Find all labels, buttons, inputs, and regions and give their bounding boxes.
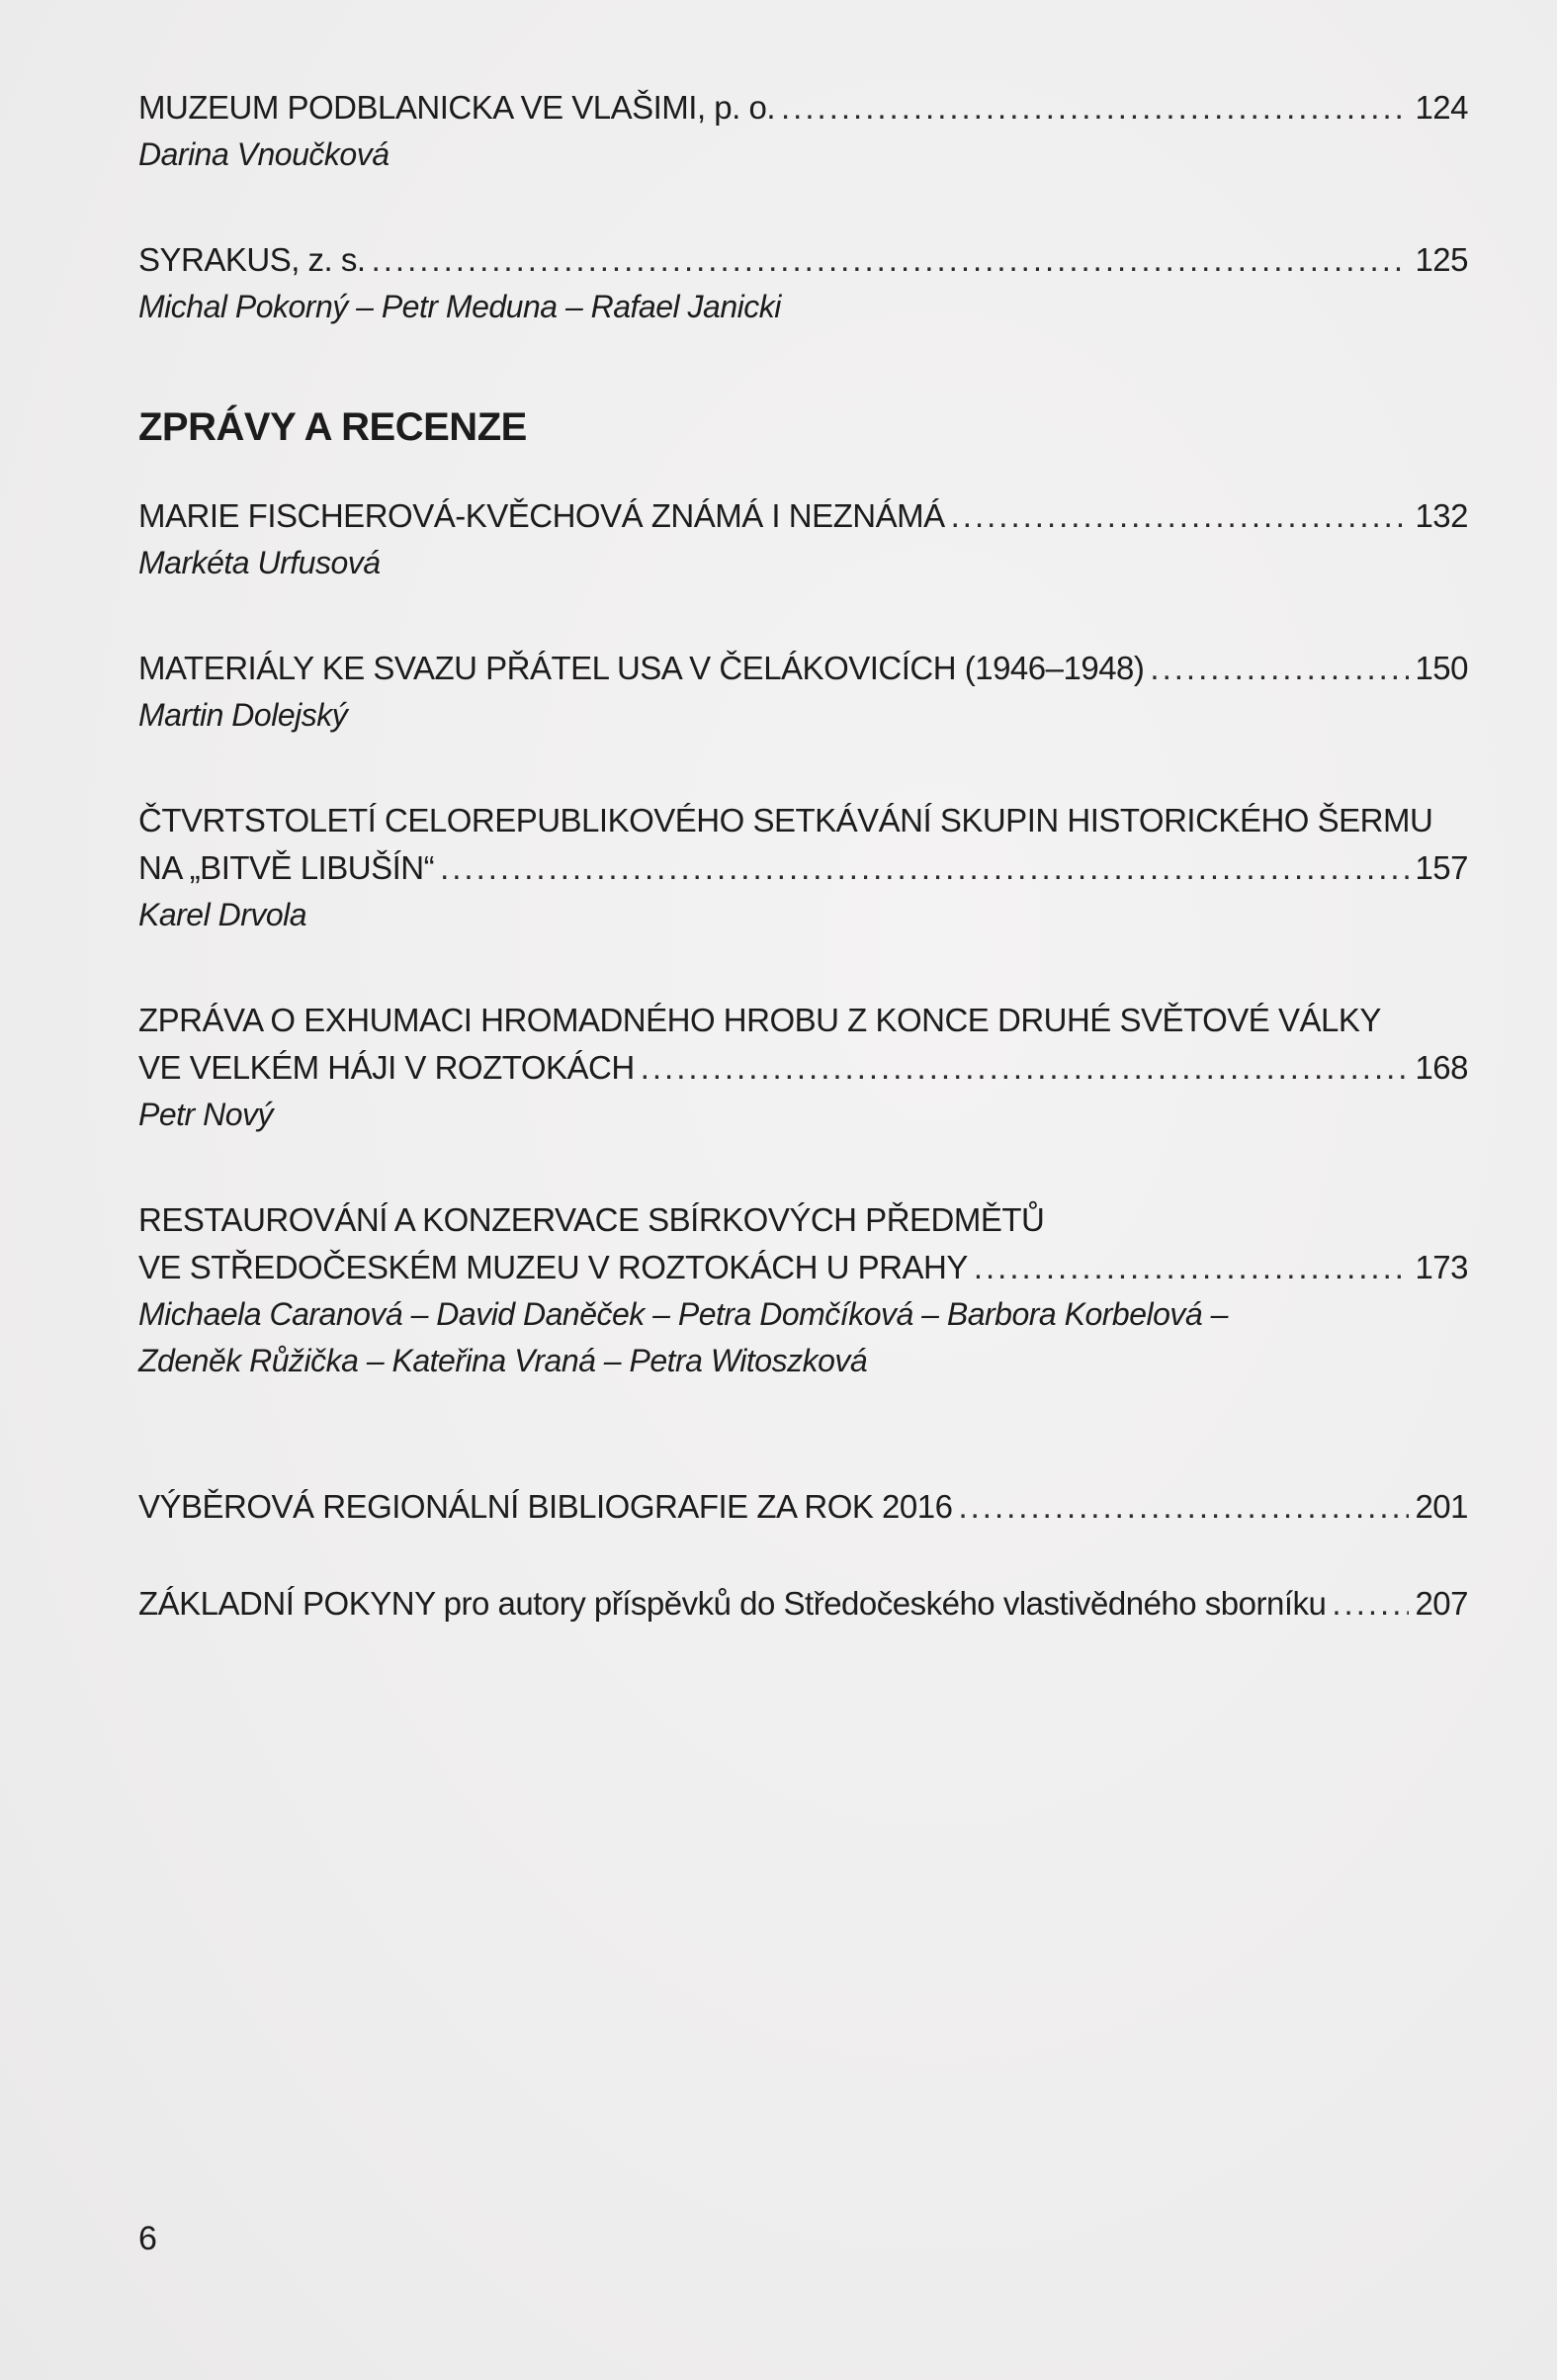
toc-entry-title-line: [138, 84, 1468, 132]
toc-entry: [138, 1196, 1468, 1384]
toc-entry: [138, 84, 1468, 178]
toc-entry: [138, 797, 1468, 938]
toc-entry-page: 150: [1415, 650, 1468, 686]
toc-entry-title-first-line: RESTAUROVÁNÍ A KONZERVACE SBÍRKOVÝCH PŘEDMĚTŮ: [138, 1201, 1045, 1238]
toc-entry-title-line: [138, 1244, 1468, 1291]
toc-entry: [138, 236, 1468, 330]
toc-entry-authors: Zdeněk Růžička – Kateřina Vraná – Petra Witoszková: [138, 1343, 868, 1378]
toc-entry-title: NA „BITVĚ LIBUŠÍN“: [138, 849, 435, 886]
dot-leader: [781, 84, 1409, 132]
toc-entry-title-line: [138, 844, 1468, 892]
toc-entry-page: 207: [1415, 1585, 1468, 1622]
toc-entry: [138, 1580, 1468, 1628]
toc-entry-title: MUZEUM PODBLANICKA VE VLAŠIMI, p. o.: [138, 89, 776, 126]
toc-entry-page: 124: [1415, 89, 1468, 126]
dot-leader: [1332, 1580, 1409, 1628]
toc-entry-title: SYRAKUS, z. s.: [138, 241, 366, 278]
toc-entry-title: VE STŘEDOČESKÉM MUZEU V ROZTOKÁCH U PRAHY: [138, 1249, 968, 1285]
section-heading: ZPRÁVY A RECENZE: [138, 405, 527, 449]
toc-entry-title-first-line: ZPRÁVA O EXHUMACI HROMADNÉHO HROBU Z KONCE DRUHÉ SVĚTOVÉ VÁLKY: [138, 1002, 1381, 1038]
toc-entry-page: 168: [1415, 1049, 1468, 1086]
toc-entry: [138, 997, 1468, 1138]
toc-entry: [138, 1483, 1468, 1531]
toc-entry-authors: Karel Drvola: [138, 897, 307, 932]
dot-leader: [974, 1244, 1410, 1291]
toc-entry-authors: Markéta Urfusová: [138, 545, 381, 580]
toc-entry: [138, 492, 1468, 586]
toc-entry-page: 201: [1415, 1488, 1468, 1525]
toc-entry: [138, 645, 1468, 739]
toc-entry-title-line: [138, 645, 1468, 692]
dot-leader: [440, 844, 1409, 892]
dot-leader: [372, 236, 1410, 284]
toc-entry-title-line: [138, 1044, 1468, 1092]
toc-entry-title: MARIE FISCHEROVÁ-KVĚCHOVÁ ZNÁMÁ I NEZNÁMÁ: [138, 497, 945, 534]
toc-entry-title-line: [138, 236, 1468, 284]
toc-entry-title: VE VELKÉM HÁJI V ROZTOKÁCH: [138, 1049, 635, 1086]
toc-entry-title: ZÁKLADNÍ POKYNY pro autory příspěvků do Středočeského vlastivědného sborníku: [138, 1585, 1327, 1622]
toc-entry-title-line: [138, 492, 1468, 540]
dot-leader: [641, 1044, 1410, 1092]
toc-entry-title-line: [138, 1580, 1468, 1628]
toc-entry-authors: Petr Nový: [138, 1097, 273, 1132]
toc-entry-page: 173: [1415, 1249, 1468, 1285]
toc-entry-authors: Darina Vnoučková: [138, 136, 389, 172]
toc-entry-title: VÝBĚROVÁ REGIONÁLNÍ BIBLIOGRAFIE ZA ROK 2016: [138, 1488, 953, 1525]
dot-leader: [958, 1483, 1409, 1531]
toc-entry-title-line: [138, 1483, 1468, 1531]
toc-entry-title-first-line: ČTVRTSTOLETÍ CELOREPUBLIKOVÉHO SETKÁVÁNÍ SKUPIN HISTORICKÉHO ŠERMU: [138, 802, 1433, 838]
toc-entry-authors: Michaela Caranová – David Daněček – Petra Domčíková – Barbora Korbelová –: [138, 1296, 1228, 1332]
toc-entry-authors: Martin Dolejský: [138, 697, 348, 733]
page-number: 6: [138, 2220, 157, 2257]
dot-leader: [1150, 645, 1409, 692]
toc-entry-page: 157: [1415, 849, 1468, 886]
toc-entry-page: 132: [1415, 497, 1468, 534]
toc-entry-page: 125: [1415, 241, 1468, 278]
toc-entry-title: MATERIÁLY KE SVAZU PŘÁTEL USA V ČELÁKOVICÍCH (1946–1948): [138, 650, 1145, 686]
dot-leader: [951, 492, 1410, 540]
table-of-contents: [138, 84, 1468, 1686]
toc-entry-authors: Michal Pokorný – Petr Meduna – Rafael Janicki: [138, 289, 781, 324]
